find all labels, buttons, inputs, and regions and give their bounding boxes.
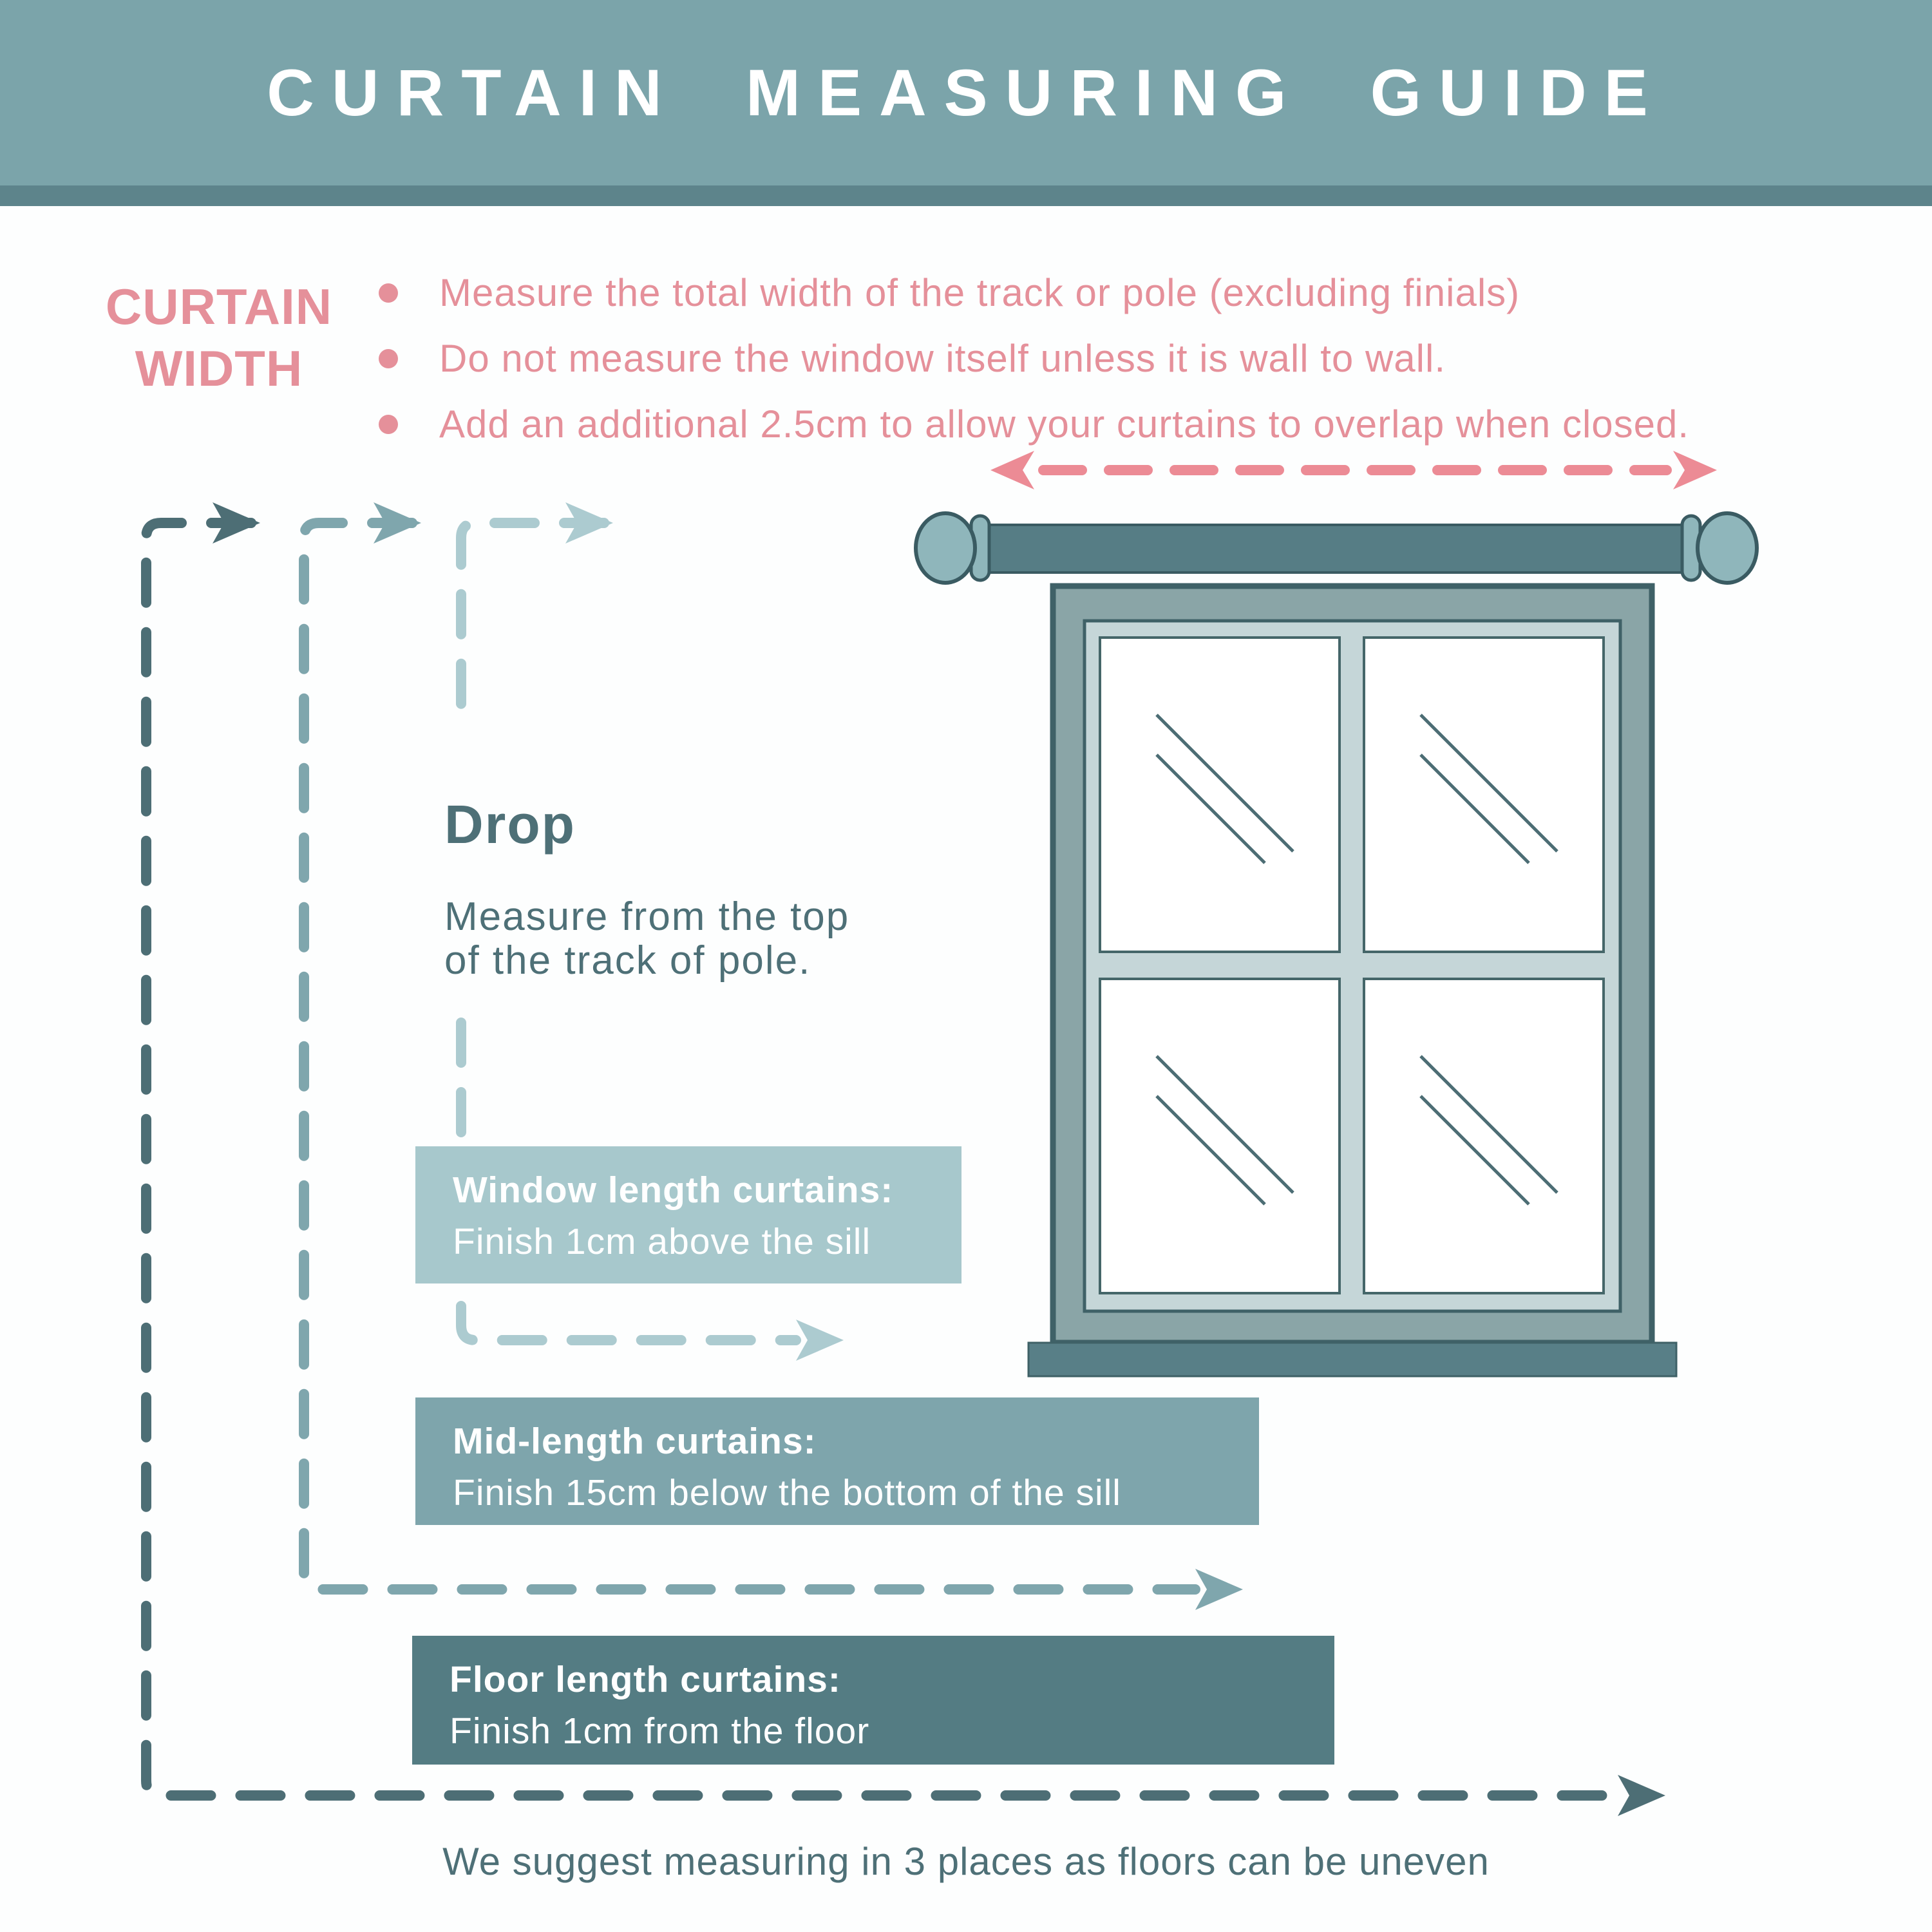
window-pane-bottom-right bbox=[1364, 979, 1604, 1293]
pole-bar bbox=[987, 525, 1690, 573]
bullet-text: Do not measure the window itself unless it is wall to wall. bbox=[439, 337, 1446, 380]
pole-finial-left-icon bbox=[916, 513, 975, 583]
window-length-title: Window length curtains: bbox=[453, 1170, 894, 1211]
drop-description bbox=[444, 895, 849, 983]
bullet-text: Measure the total width of the track or pole (excluding finials) bbox=[439, 271, 1520, 314]
curtain-width-label-line2: WIDTH bbox=[135, 340, 303, 397]
bullet-text: Add an additional 2.5cm to allow your curtains to overlap when closed. bbox=[439, 402, 1690, 446]
width-arrowhead-right-icon bbox=[1673, 451, 1717, 489]
floor-length-title: Floor length curtains: bbox=[450, 1659, 841, 1700]
window-pane-bottom-left bbox=[1100, 979, 1340, 1293]
drop-description-line2: of the track of pole. bbox=[444, 938, 811, 983]
drop-line-light-lower-dashes bbox=[461, 1306, 796, 1340]
drop-line-light-upper-dashes bbox=[461, 523, 604, 731]
width-measure-arrow bbox=[990, 451, 1717, 489]
mid-length-box bbox=[415, 1397, 1259, 1525]
window-pane-top-left bbox=[1100, 638, 1340, 952]
width-arrowhead-left-icon bbox=[990, 451, 1034, 489]
window-sill bbox=[1028, 1343, 1676, 1376]
pole-finial-right-icon bbox=[1698, 513, 1757, 583]
curtain-width-label-line1: CURTAIN bbox=[105, 278, 333, 335]
window-length-box bbox=[415, 1146, 961, 1283]
window-length-detail: Finish 1cm above the sill bbox=[453, 1221, 871, 1262]
drop-heading: Drop bbox=[444, 794, 576, 855]
page-title: CURTAIN MEASURING GUIDE bbox=[267, 55, 1665, 129]
footer-note: We suggest measuring in 3 places as floors can be uneven bbox=[442, 1840, 1490, 1883]
mid-length-title: Mid-length curtains: bbox=[453, 1421, 817, 1462]
window-pane-top-right bbox=[1364, 638, 1604, 952]
mid-length-detail: Finish 15cm below the bottom of the sill bbox=[453, 1472, 1121, 1513]
drop-description-line1: Measure from the top bbox=[444, 895, 850, 939]
floor-length-detail: Finish 1cm from the floor bbox=[450, 1710, 870, 1752]
mid-length-arrowhead-icon bbox=[1195, 1569, 1243, 1610]
curtain-pole bbox=[916, 513, 1757, 583]
floor-length-arrowhead-icon bbox=[1618, 1775, 1665, 1816]
window-illustration bbox=[1028, 586, 1676, 1376]
floor-length-box bbox=[412, 1636, 1334, 1765]
window-length-arrowhead-icon bbox=[796, 1320, 844, 1361]
